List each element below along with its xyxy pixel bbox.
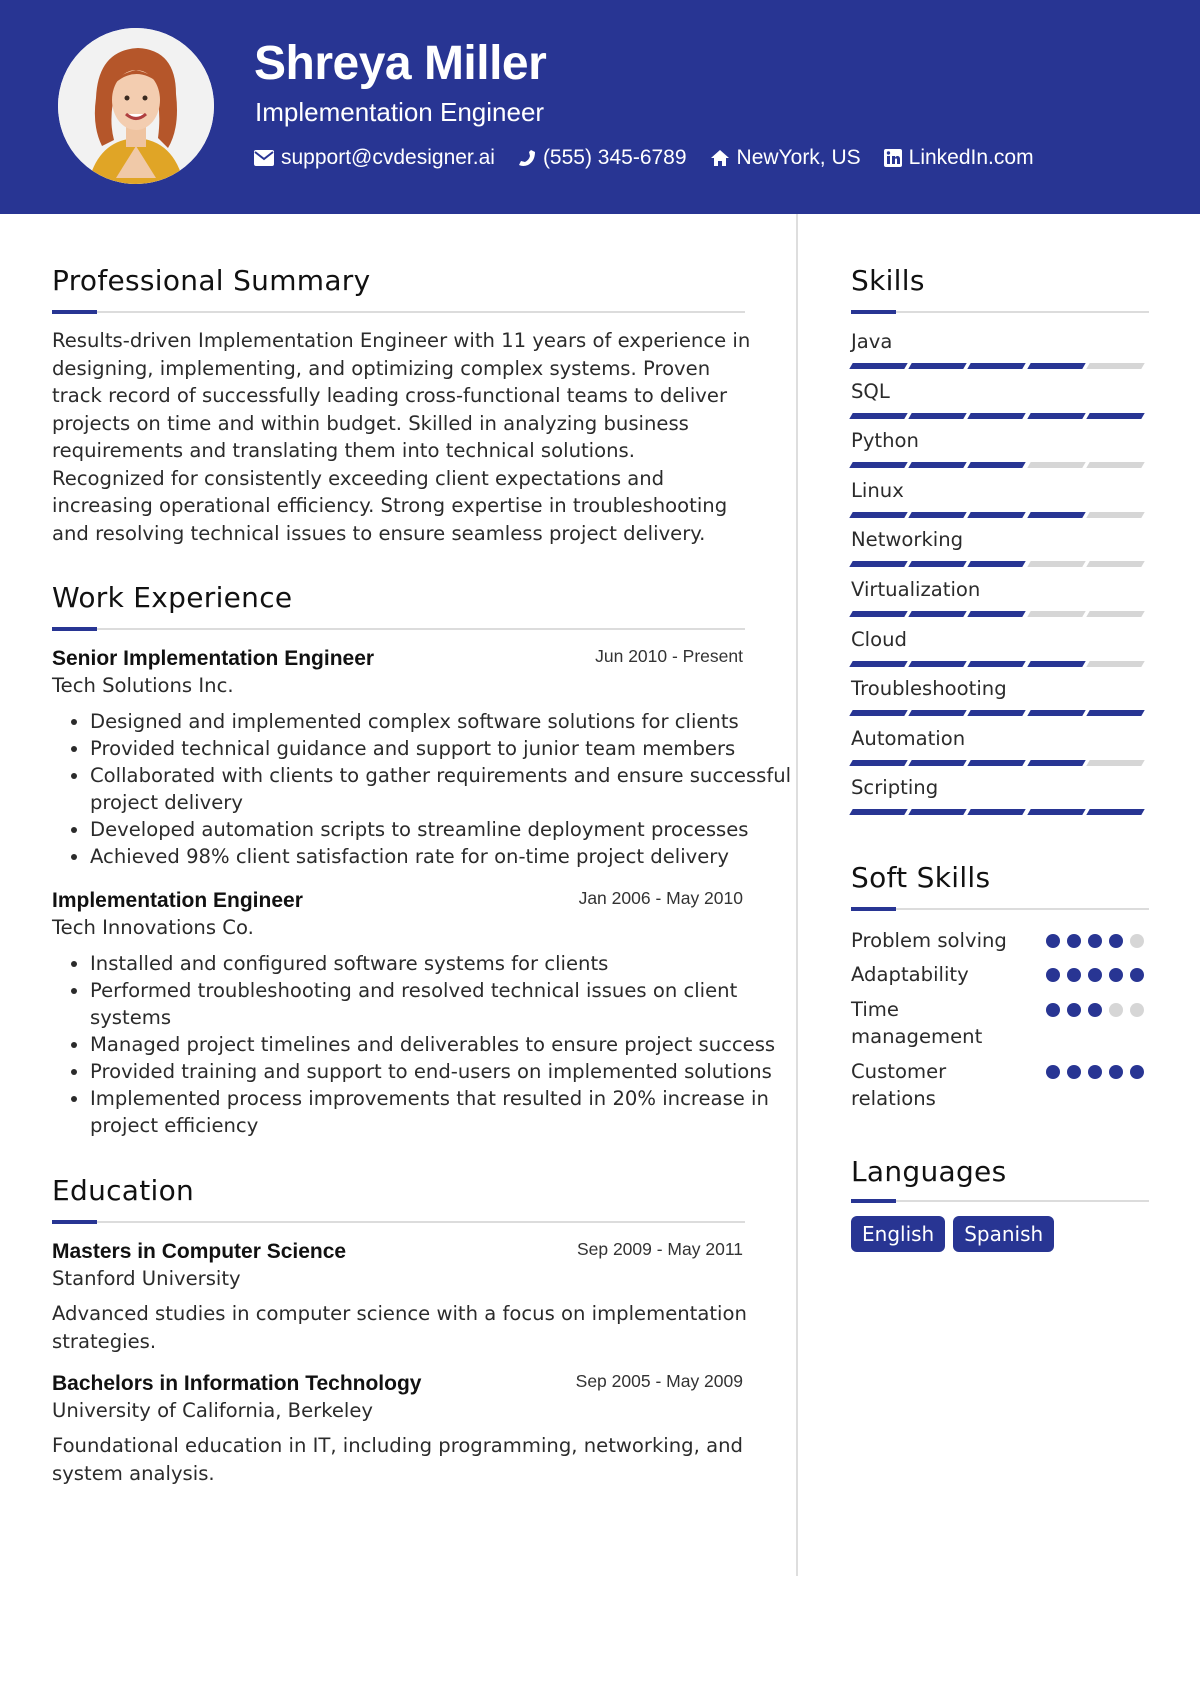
job-bullet: • Installed and configured software systems for clients: [90, 950, 795, 977]
job-bullet: • Provided technical guidance and support to junior team members: [90, 735, 795, 762]
rating-dot: [1130, 1065, 1144, 1079]
job-date: Jan 2006 - May 2010: [578, 888, 743, 908]
skill-level-segment: [968, 462, 1027, 468]
skill-name: Automation: [851, 726, 966, 750]
degree-title: Masters in Computer Science: [52, 1240, 347, 1263]
skill-level-segment: [1027, 363, 1086, 369]
job-bullet: • Provided training and support to end-users on implemented solutions: [90, 1058, 795, 1085]
skill-level-segment: [1086, 760, 1145, 766]
home-icon: [710, 149, 730, 167]
resume-header: [0, 0, 1200, 214]
skill-level-segment: [849, 611, 908, 617]
skills-accent: [851, 310, 896, 314]
skill-level-bar: [851, 611, 1147, 617]
skill-level-bar: [851, 462, 1147, 468]
contact-location: [710, 146, 861, 170]
job-bullet: • Designed and implemented complex software solutions for clients: [90, 708, 795, 735]
contact-phone[interactable]: [518, 146, 687, 170]
job-bullets: [52, 708, 795, 870]
degree-description: Advanced studies in computer science with a focus on implementation strategies.: [52, 1302, 747, 1353]
skill-level-bar: [851, 413, 1147, 419]
skill-level-segment: [1086, 462, 1145, 468]
skill-level-segment: [1086, 413, 1145, 419]
summary-accent: [52, 310, 97, 314]
languages-accent: [851, 1199, 896, 1203]
job-bullet: • Implemented process improvements that resulted in 20% increase in project efficiency: [90, 1085, 795, 1139]
skill-level-segment: [1086, 661, 1145, 667]
skill-level-segment: [1027, 809, 1086, 815]
phone-icon: [518, 149, 536, 167]
summary-heading: Professional Summary: [52, 264, 371, 297]
education-heading: Education: [52, 1174, 195, 1207]
skill-level-segment: [908, 363, 967, 369]
language-badge: English: [851, 1216, 945, 1252]
skill-level-bar: [851, 512, 1147, 518]
contact-location-text: NewYork, US: [736, 146, 861, 169]
skill-level-segment: [849, 561, 908, 567]
skill-name: Troubleshooting: [851, 677, 1007, 701]
skill-level-bar: [851, 760, 1147, 766]
skill-level-segment: [1086, 512, 1145, 518]
skill-level-bar: [851, 561, 1147, 567]
skill-name: Scripting: [851, 776, 939, 800]
skill-level-segment: [1086, 363, 1145, 369]
language-list: [851, 1216, 1062, 1252]
rating-dot: [1088, 1065, 1102, 1079]
skill-level-segment: [1086, 710, 1145, 716]
skill-level-segment: [1027, 760, 1086, 766]
degree-title: Bachelors in Information Technology: [52, 1372, 422, 1395]
envelope-icon: [254, 150, 274, 166]
job-bullet: • Developed automation scripts to streamline deployment processes: [90, 816, 795, 843]
rating-dot: [1046, 1065, 1060, 1079]
languages-heading: Languages: [851, 1155, 1007, 1188]
skill-level-segment: [1086, 809, 1145, 815]
skill-name: Linux: [851, 478, 904, 502]
skill-level-segment: [849, 462, 908, 468]
job-company: Tech Innovations Co.: [52, 916, 254, 939]
skill-level-segment: [908, 661, 967, 667]
skill-level-segment: [908, 611, 967, 617]
rating-dot: [1046, 934, 1060, 948]
skill-level-segment: [1027, 611, 1086, 617]
rating-dot: [1067, 968, 1081, 982]
job-title: Senior Implementation Engineer: [52, 647, 375, 670]
skill-level-segment: [968, 760, 1027, 766]
contact-email-text: support@cvdesigner.ai: [281, 146, 495, 169]
job-title: Implementation Engineer: [52, 889, 303, 912]
experience-accent: [52, 627, 97, 631]
skill-level-bar: [851, 661, 1147, 667]
skill-level-segment: [1027, 561, 1086, 567]
skill-level-segment: [908, 413, 967, 419]
language-badge: Spanish: [953, 1216, 1054, 1252]
rating-dot: [1067, 934, 1081, 948]
skill-level-segment: [968, 611, 1027, 617]
contact-phone-text: (555) 345-6789: [542, 146, 687, 169]
degree-date: Sep 2005 - May 2009: [575, 1371, 743, 1391]
job-date: Jun 2010 - Present: [595, 646, 743, 666]
school-name: University of California, Berkeley: [52, 1399, 374, 1422]
skill-level-segment: [908, 512, 967, 518]
skill-name: Networking: [851, 528, 964, 552]
skill-name: Java: [851, 330, 893, 353]
soft-skill-rating: [1046, 1003, 1151, 1017]
profile-photo: [58, 28, 214, 184]
skill-level-segment: [908, 809, 967, 815]
skill-level-segment: [1086, 611, 1145, 617]
rating-dot: [1046, 1003, 1060, 1017]
job-bullet: • Managed project timelines and deliverables to ensure project success: [90, 1031, 795, 1058]
candidate-name: Shreya Miller: [254, 37, 547, 90]
skill-name: Python: [851, 429, 919, 453]
rating-dot: [1067, 1065, 1081, 1079]
soft-skill-name: Adaptability: [851, 963, 969, 986]
skill-level-segment: [968, 661, 1027, 667]
contact-linkedin[interactable]: [884, 146, 1034, 170]
skill-level-bar: [851, 363, 1147, 369]
skill-level-segment: [968, 561, 1027, 567]
degree-description: Foundational education in IT, including programming, networking, and system analysis.: [52, 1434, 743, 1485]
skill-level-segment: [849, 760, 908, 766]
soft-skill-rating: [1046, 1065, 1151, 1079]
linkedin-icon: [884, 149, 902, 167]
experience-rule: [52, 628, 745, 630]
skill-level-segment: [968, 512, 1027, 518]
rating-dot: [1046, 968, 1060, 982]
skill-level-segment: [849, 710, 908, 716]
rating-dot: [1109, 1065, 1123, 1079]
rating-dot: [1130, 934, 1144, 948]
experience-heading: Work Experience: [52, 581, 293, 614]
contact-linkedin-text: LinkedIn.com: [908, 146, 1034, 169]
contact-list: [254, 146, 1057, 170]
skill-level-segment: [849, 363, 908, 369]
skill-level-segment: [1027, 710, 1086, 716]
skill-name: Cloud: [851, 627, 907, 651]
skill-level-segment: [968, 809, 1027, 815]
skills-heading: Skills: [851, 264, 925, 297]
summary-rule: [52, 311, 745, 313]
summary-text: Results-driven Implementation Engineer with 11 years of experience in designing, implementing, and optimizing complex systems. Proven track record of successfully leading cross-functional teams to deliver projects on time and within budget. Skilled in analyzing business requirements and translating them into technical solutions. Recognized for consistently exceeding client expectations and increasing operational efficiency. Strong expertise in troubleshooting and resolving technical issues to ensure seamless project delivery.: [52, 329, 751, 545]
rating-dot: [1109, 1003, 1123, 1017]
candidate-title: Implementation Engineer: [255, 97, 545, 127]
soft-skill-name: Customer relations: [851, 1060, 947, 1110]
skill-name: Virtualization: [851, 578, 981, 601]
skill-level-segment: [968, 363, 1027, 369]
skill-level-bar: [851, 809, 1147, 815]
skill-level-segment: [1027, 462, 1086, 468]
rating-dot: [1109, 968, 1123, 982]
soft-skill-name: Problem solving: [851, 929, 1007, 952]
skill-level-segment: [849, 512, 908, 518]
job-bullet: • Collaborated with clients to gather requirements and ensure successful project delivery: [90, 762, 795, 816]
soft-skills-accent: [851, 907, 896, 911]
job-bullet: • Performed troubleshooting and resolved technical issues on client systems: [90, 977, 795, 1031]
skill-level-segment: [1027, 413, 1086, 419]
skill-level-segment: [1027, 512, 1086, 518]
rating-dot: [1088, 1003, 1102, 1017]
skill-level-segment: [849, 413, 908, 419]
rating-dot: [1088, 968, 1102, 982]
job-bullets: [52, 950, 795, 1139]
rating-dot: [1109, 934, 1123, 948]
rating-dot: [1130, 968, 1144, 982]
rating-dot: [1088, 934, 1102, 948]
rating-dot: [1130, 1003, 1144, 1017]
skill-level-segment: [968, 710, 1027, 716]
skill-level-bar: [851, 710, 1147, 716]
skill-level-segment: [1027, 661, 1086, 667]
skill-level-segment: [849, 809, 908, 815]
soft-skills-heading: Soft Skills: [851, 861, 991, 894]
soft-skill-rating: [1046, 968, 1151, 982]
skill-level-segment: [849, 661, 908, 667]
degree-date: Sep 2009 - May 2011: [576, 1239, 743, 1259]
skill-level-segment: [1086, 561, 1145, 567]
education-accent: [52, 1220, 97, 1224]
skill-level-segment: [908, 760, 967, 766]
skill-level-segment: [908, 462, 967, 468]
soft-skill-name: Time management: [851, 998, 983, 1048]
job-company: Tech Solutions Inc.: [52, 674, 234, 697]
skill-level-segment: [908, 561, 967, 567]
skill-level-segment: [968, 413, 1027, 419]
education-rule: [52, 1221, 745, 1223]
column-divider: [796, 214, 798, 1576]
skill-name: SQL: [851, 379, 890, 403]
skill-level-segment: [908, 710, 967, 716]
school-name: Stanford University: [52, 1267, 241, 1290]
soft-skill-rating: [1046, 934, 1151, 948]
job-bullet: • Achieved 98% client satisfaction rate for on-time project delivery: [90, 843, 795, 870]
rating-dot: [1067, 1003, 1081, 1017]
contact-email[interactable]: [254, 146, 495, 170]
